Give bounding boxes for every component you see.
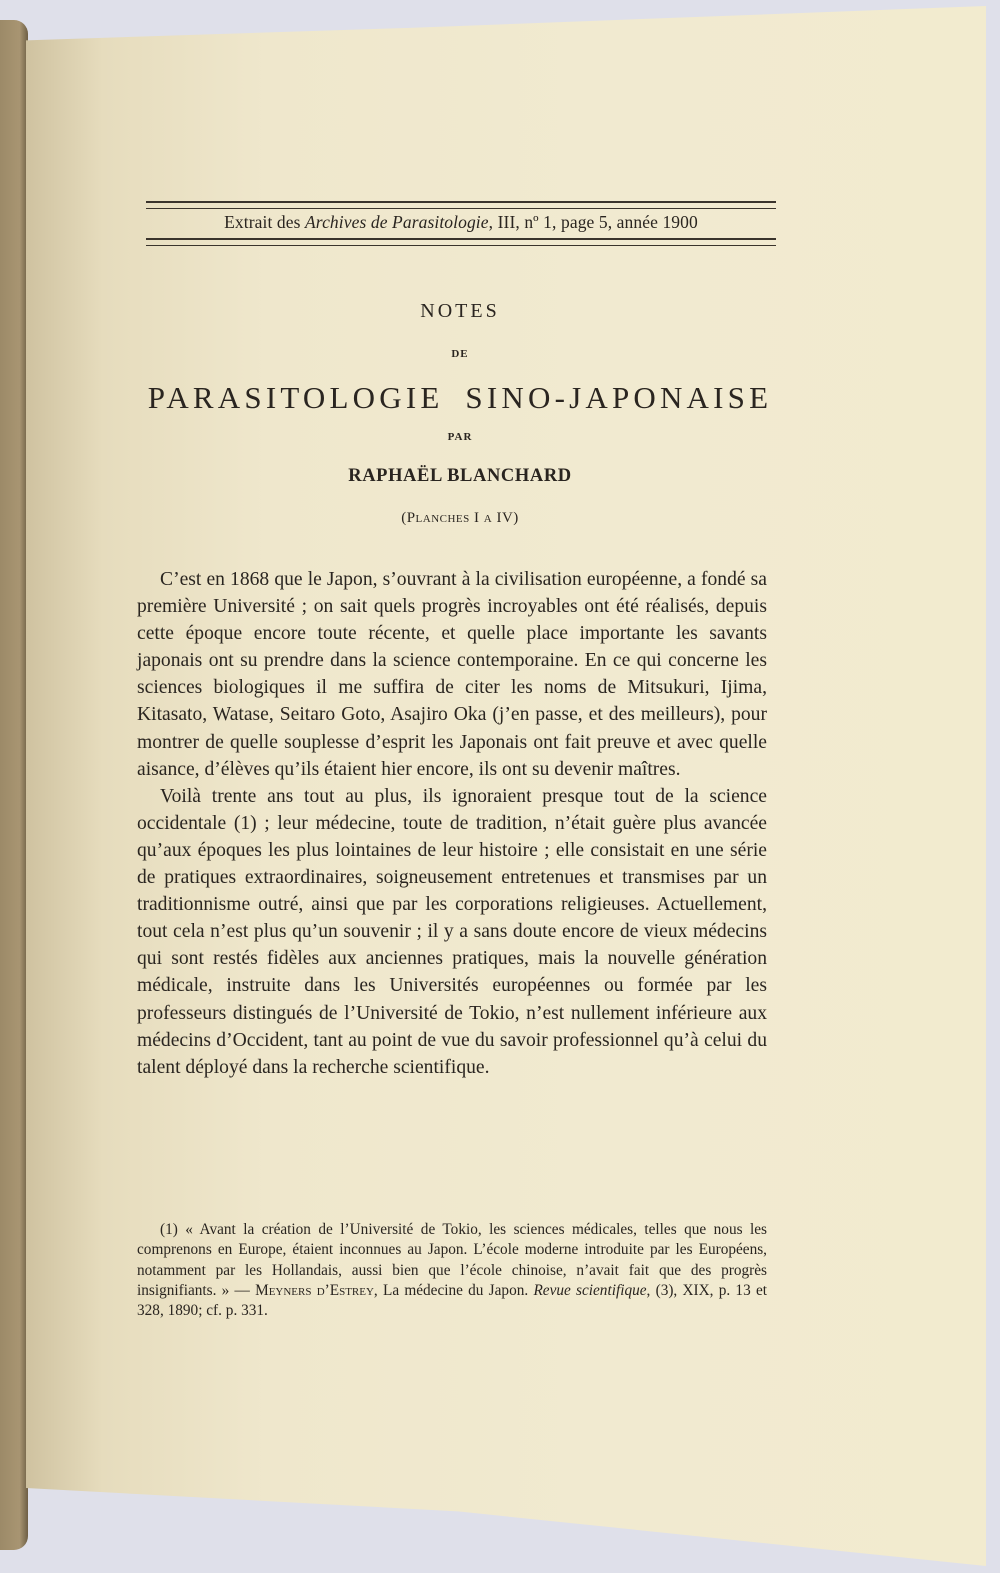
title-de: DE (451, 348, 469, 360)
title-par: PAR (447, 431, 473, 443)
journal-name: Archives de Parasitologie (305, 212, 489, 232)
footnote-quote: (1) « Avant la création de l’Université de Tokio, les sciences médicales, telles que nous les comprenons en Europe, étaient inconnues au Japon. L’école moderne introduite par les Européens, notamment par les Hollandais, aussi bien que l’école chinoise, n’avait fait que des progrès insignifiants. » — (137, 1221, 767, 1299)
author-name: RAPHAËL BLANCHARD (348, 466, 572, 486)
header-rule-top (146, 201, 776, 209)
body-text (137, 566, 767, 1081)
footnote-citation: , (3), XIX, p. 13 et 328, 1890; cf. p. 331. (137, 1281, 767, 1320)
footnote (137, 1220, 767, 1321)
extrait-line (146, 212, 776, 233)
footnote-author: Meyners d’Estrey (255, 1281, 374, 1299)
footnote-title: , La médecine du Japon. (373, 1281, 534, 1299)
header-rule-bottom (146, 238, 776, 246)
page-title: PARASITOLOGIE SINO-JAPONAISE (147, 380, 773, 415)
title-notes: NOTES (420, 300, 500, 322)
extrait-suffix: , III, nº 1, page 5, année 1900 (488, 212, 698, 232)
planches-note: (Planches I a IV) (401, 510, 519, 526)
paragraph: C’est en 1868 que le Japon, s’ouvrant à la civilisation européenne, a fondé sa première Université ; on sait quels progrès incroyables ont été réalisés, depuis cette époque encore toute récente, et quelle place importante les savants japonais ont su prendre dans la science contemporaine. En ce qui concerne les sciences biologiques il me suffira de citer les noms de Mitsukuri, Ijima, Kitasato, Watase, Seitaro Goto, Asajiro Oka (j’en passe, et des meilleurs), pour montrer de quelle souplesse d’esprit les Japonais ont fait preuve et avec quelle aisance, d’élèves qu’ils étaient hier encore, ils ont su devenir maîtres. (137, 569, 767, 780)
footnote-journal: Revue scientifique (533, 1281, 647, 1299)
extrait-prefix: Extrait des (224, 212, 306, 232)
paragraph: Voilà trente ans tout au plus, ils ignoraient presque tout de la science occidentale (1) ; leur médecine, toute de tradition, n’était guère plus avancée qu’aux époques les plus lointaines de leur histoire ; elle consistait en une série de pratiques extraordinaires, soigneusement entretenues et transmises par un traditionnisme outré, ainsi que par les corporations religieuses. Actuellement, tout cela n’est plus qu’un souvenir ; il y a sans doute encore de vieux médecins qui sont restés fidèles aux anciennes pratiques, mais la nouvelle génération médicale, instruite dans les Universités européennes ou formée par les professeurs distingués de l’Université de Tokio, n’est nullement inférieure aux médecins d’Occident, tant au point de vue du savoir professionnel qu’à celui du talent déployé dans la recherche scientifique. (137, 785, 767, 1078)
